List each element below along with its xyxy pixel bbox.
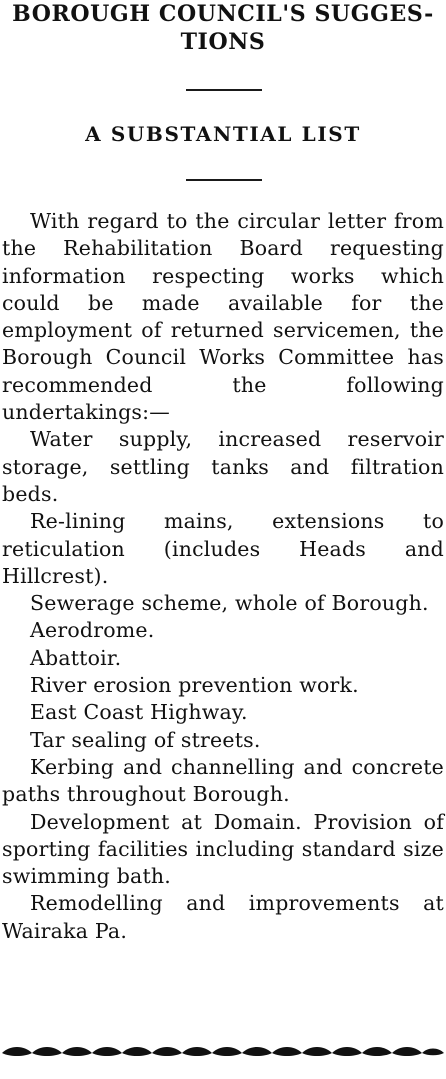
list-item-sewerage: Sewerage scheme, whole of Borough. [30,591,429,616]
list-item-wairaka-pa: Remodelling and improvements at Wairaka Pa. [2,891,444,943]
list-item-relining-mains: Re-lining mains, extensions to reticulation (includes Heads and Hillcrest). [2,509,444,588]
wavy-rule-icon [2,1043,444,1063]
article-body [2,208,444,945]
headline-divider [186,89,262,91]
intro-paragraph: With regard to the circular letter from the Rehabilitation Board requesting information respecting works which could be made available for the employment of returned servicemen, the Borough Council Works Committee has recommended the following undertakings:— [2,209,444,425]
headline-line-2: TIONS [180,29,266,55]
list-item-abattoir: Abattoir. [30,645,122,670]
headline-line-1: BOROUGH COUNCIL'S SUGGES- [12,1,434,27]
list-item-domain: Development at Domain. Provision of sporting facilities including standard size swimming bath. [2,809,444,889]
list-item-river-erosion: River erosion prevention work. [30,673,359,698]
article-subheading: A SUBSTANTIAL LIST [85,122,361,146]
ornamental-divider [2,1043,444,1063]
list-item-highway: East Coast Highway. [30,700,248,725]
list-item-kerbing: Kerbing and channelling and concrete paths throughout Borough. [2,754,444,807]
list-item-tar-sealing: Tar sealing of streets. [30,727,261,752]
list-item-aerodrome: Aerodrome. [30,618,155,643]
article-headline [0,0,446,56]
list-item-water-supply: Water supply, increased reservoir storage, settling tanks and filtration beds. [2,427,444,506]
subheading-divider [186,179,262,181]
